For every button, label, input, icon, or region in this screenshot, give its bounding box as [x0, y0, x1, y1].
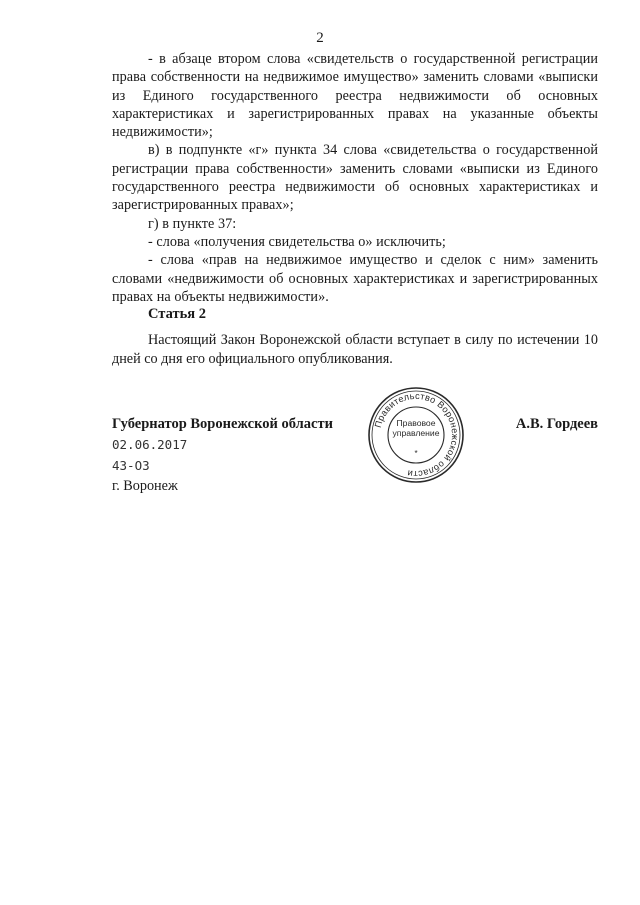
- stamp-center-text: [386, 418, 446, 438]
- paragraph-5: - слова «прав на недвижимое имущество и сделок с ним» заменить словами «недвижимости об основных характеристиках и зарегистрированных правах на объекты недвижимости».: [112, 252, 598, 305]
- paragraph-4: - слова «получения свидетельства о» исключить;: [148, 233, 446, 250]
- paragraph-1: - в абзаце втором слова «свидетельств о государственной регистрации права собственности на недвижимое имущество» заменить словами «выписки из Единого государственного реестра недвижимости об основных характеристиках и зарегистрированных правах на указанные объекты недвижимости»;: [112, 51, 598, 141]
- stamp-center-line1: Правовое: [396, 418, 436, 428]
- registration-city: г. Воронеж: [112, 478, 178, 494]
- article-body: [112, 331, 598, 368]
- official-stamp: [366, 385, 466, 485]
- paragraph-2: в) в подпункте «г» пункта 34 слова «свидетельства о государственной регистрации права собственности» заменить словами «выписки из Единого государственного реестра недвижимости об основных характеристиках и зарегистрированных правах»;: [112, 142, 598, 214]
- article-paragraph: Настоящий Закон Воронежской области вступает в силу по истечении 10 дней со дня его официального опубликования.: [112, 332, 598, 367]
- paragraph-3: г) в пункте 37:: [148, 215, 237, 232]
- stamp-ring-text: Правительство Воронежской области: [372, 390, 461, 480]
- article-heading: Статья 2: [148, 306, 206, 322]
- signatory-title: Губернатор Воронежской области: [112, 416, 333, 432]
- page-number: 2: [316, 30, 324, 46]
- document-body: [112, 50, 598, 306]
- signatory-name: А.В. Гордеев: [515, 416, 598, 432]
- stamp-center-line2: управление: [392, 428, 440, 438]
- registration-number: 43-ОЗ: [112, 458, 150, 473]
- registration-date: 02.06.2017: [112, 437, 188, 452]
- stamp-star: *: [414, 449, 418, 458]
